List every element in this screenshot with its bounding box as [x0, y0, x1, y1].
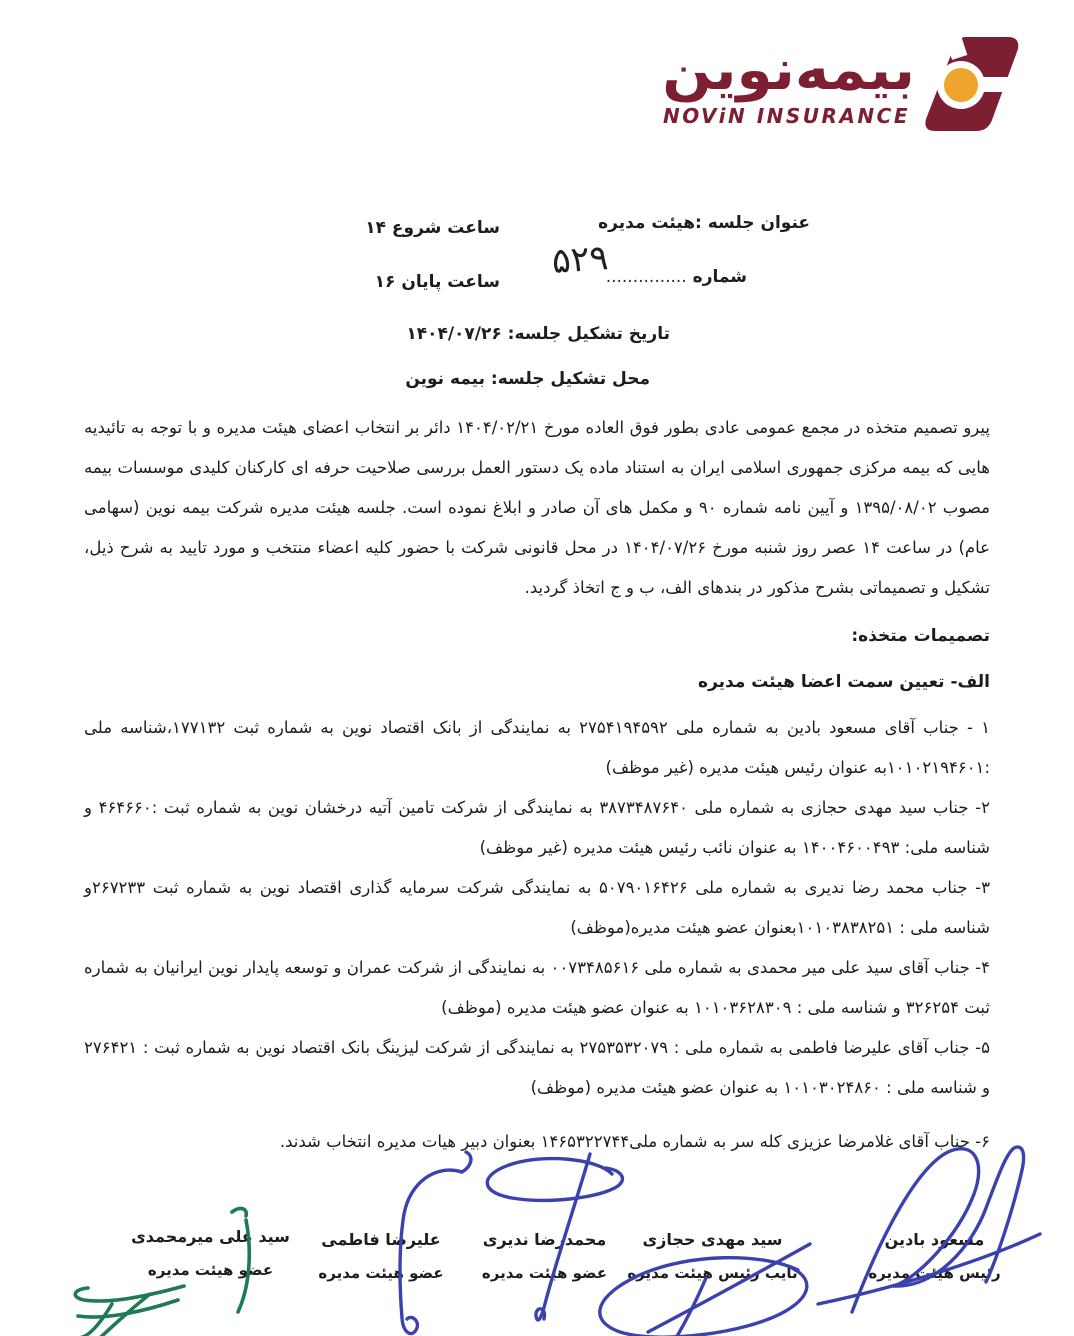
- handwritten-meeting-number: ۵۲۹: [550, 238, 610, 282]
- signature-scribble-mirmohammadi: [232, 1209, 246, 1216]
- signatory-name: علیرضا فاطمی: [321, 1230, 441, 1249]
- signature-scribble-nodiri: [487, 1159, 622, 1201]
- meeting-start-time: ساعت شروع ۱۴: [365, 218, 500, 238]
- decisions-heading: تصمیمات متخذه:: [851, 626, 990, 646]
- signature-block-member-fatemi: [306, 1230, 456, 1282]
- signature-scribble-mirmohammadi: [78, 1300, 178, 1317]
- meeting-number-label: شماره: [686, 267, 747, 287]
- signatory-name: محمدرضا ندیری: [482, 1230, 607, 1249]
- signatory-name: مسعود بادین: [884, 1230, 985, 1249]
- signature-scribble-hejazi: [670, 1278, 706, 1336]
- meeting-date-line: تاریخ تشکیل جلسه: ۱۴۰۴/۰۷/۲۶: [406, 324, 670, 344]
- signature-block-vice-chairman: [610, 1230, 815, 1282]
- signatory-role: عضو هیئت مدیره: [147, 1261, 274, 1279]
- meeting-end-time: ساعت پایان ۱۶: [374, 272, 500, 292]
- signatory-name: سید مهدی حجازی: [642, 1230, 783, 1249]
- decision-item-5: ۵- جناب آقای علیرضا فاطمی به شماره ملی : ۲۷۵۳۵۳۲۰۷۹ به نمایندگی از شرکت لیزینگ بانک اقتصاد نوین به شماره ثبت : ۲۷۶۴۲۱ و شناسه ملی : ۱۰۱۰۳۰۲۴۸۶۰ به عنوان عضو هیئت مدیره (موظف): [84, 1038, 990, 1097]
- meeting-number-line: [606, 267, 747, 287]
- signatory-role: نایب رئیس هیئت مدیره: [627, 1264, 798, 1282]
- decision-item-3: ۳- جناب محمد رضا ندیری به شماره ملی ۵۰۷۹۰۱۶۴۲۶ به نمایندگی شرکت سرمایه گذاری اقتصاد نوین به شماره ثبت ۲۶۷۲۳۳و شناسه ملی : ۱۰۱۰۳۸۳۸۲۵۱بعنوان عضو هیئت مدیره(موظف): [84, 878, 991, 937]
- signatory-name: سید علی میرمحمدی: [131, 1227, 290, 1246]
- signature-block-member-nodiri: [462, 1230, 627, 1282]
- signature-scribble-mirmohammadi: [74, 1294, 150, 1336]
- meeting-number-dotted-leader: ...............: [605, 267, 687, 287]
- signatory-role: رئیس هیئت مدیره: [868, 1264, 1001, 1282]
- logo-wordmark-english: NOViN INSURANCE: [663, 103, 910, 128]
- signature-block-member-mirmohammadi: [118, 1227, 303, 1279]
- meeting-title-line: عنوان جلسه :هیئت مدیره: [598, 213, 810, 233]
- decision-items: [84, 708, 990, 1162]
- decision-item-6: ۶- جناب آقای غلامرضا عزیزی کله سر به شماره ملی۱۴۶۵۳۲۲۷۴۴ بعنوان دبیر هیات مدیره انتخاب شدند.: [279, 1132, 990, 1151]
- signatory-role: عضو هیئت مدیره: [481, 1264, 608, 1282]
- novin-insurance-logo: [663, 34, 1022, 134]
- signature-scribble-mirmohammadi: [78, 1304, 112, 1336]
- novin-logo-icon: [922, 34, 1022, 134]
- decision-item-4: ۴- جناب آقای سید علی میر محمدی به شماره ملی ۰۰۷۳۴۸۵۶۱۶ به نمایندگی از شرکت عمران و توسعه پایدار نوین ایرانیان به شماره ثبت ۳۲۶۲۵۴ و شناسه ملی : ۱۰۱۰۳۶۲۸۳۰۹ به عنوان عضو هیئت مدیره (موظف): [84, 958, 990, 1017]
- section-a-heading: الف- تعیین سمت اعضا هیئت مدیره: [698, 672, 990, 692]
- signature-scribble-mirmohammadi: [75, 1286, 184, 1301]
- logo-wordmark: [662, 34, 915, 128]
- document-body: [84, 408, 990, 1162]
- logo-wordmark-farsi: بیمه‌نوین: [662, 38, 915, 103]
- decision-item-1: ۱ - جناب آقای مسعود بادین به شماره ملی ۲۷۵۴۱۹۴۵۹۲ به نمایندگی از بانک اقتصاد نوین به شماره ثبت ۱۷۷۱۳۲،شناسه ملی :۱۰۱۰۲۱۹۴۶۰۱به عنوان رئیس هیئت مدیره (غیر موظف): [84, 718, 990, 777]
- decision-item-2: ۲- جناب سید مهدی حجازی به شماره ملی ۳۸۷۳۴۸۷۶۴۰ به نمایندگی از شرکت تامین آتیه درخشان نوین به شماره ثبت :۴۶۴۶۶۰ و شناسه ملی: ۱۴۰۰۴۶۰۰۴۹۳ به عنوان نائب رئیس هیئت مدیره (غیر موظف): [84, 798, 991, 857]
- intro-paragraph: پیرو تصمیم متخذه در مجمع عمومی عادی بطور فوق العاده مورخ ۱۴۰۴/۰۲/۲۱ دائر بر انتخاب اعضای هیئت مدیره و با توجه به تائیدیه هایی که بیمه مرکزی جمهوری اسلامی ایران به استناد ماده یک دستور العمل بررسی صلاحیت حرفه ای کارکنان کلیدی موسسات بیمه مصوب ۱۳۹۵/۰۸/۰۲ و آیین نامه شماره ۹۰ و مکمل های آن صادر و ابلاغ نموده است. جلسه هیئت مدیره شرکت بیمه نوین (سهامی عام) در ساعت ۱۴ عصر روز شنبه مورخ ۱۴۰۴/۰۷/۲۶ در محل قانونی شرکت با حضور کلیه اعضاء منتخب و مورد تایید به شرح ذیل، تشکیل و تصمیماتی بشرح مذکور در بندهای الف، ب و ج اتخاذ گردید.: [84, 418, 990, 597]
- meeting-location-line: محل تشکیل جلسه: بیمه نوین: [405, 369, 650, 389]
- signatory-role: عضو هیئت مدیره: [318, 1264, 444, 1282]
- signature-block-chairman: [832, 1230, 1037, 1282]
